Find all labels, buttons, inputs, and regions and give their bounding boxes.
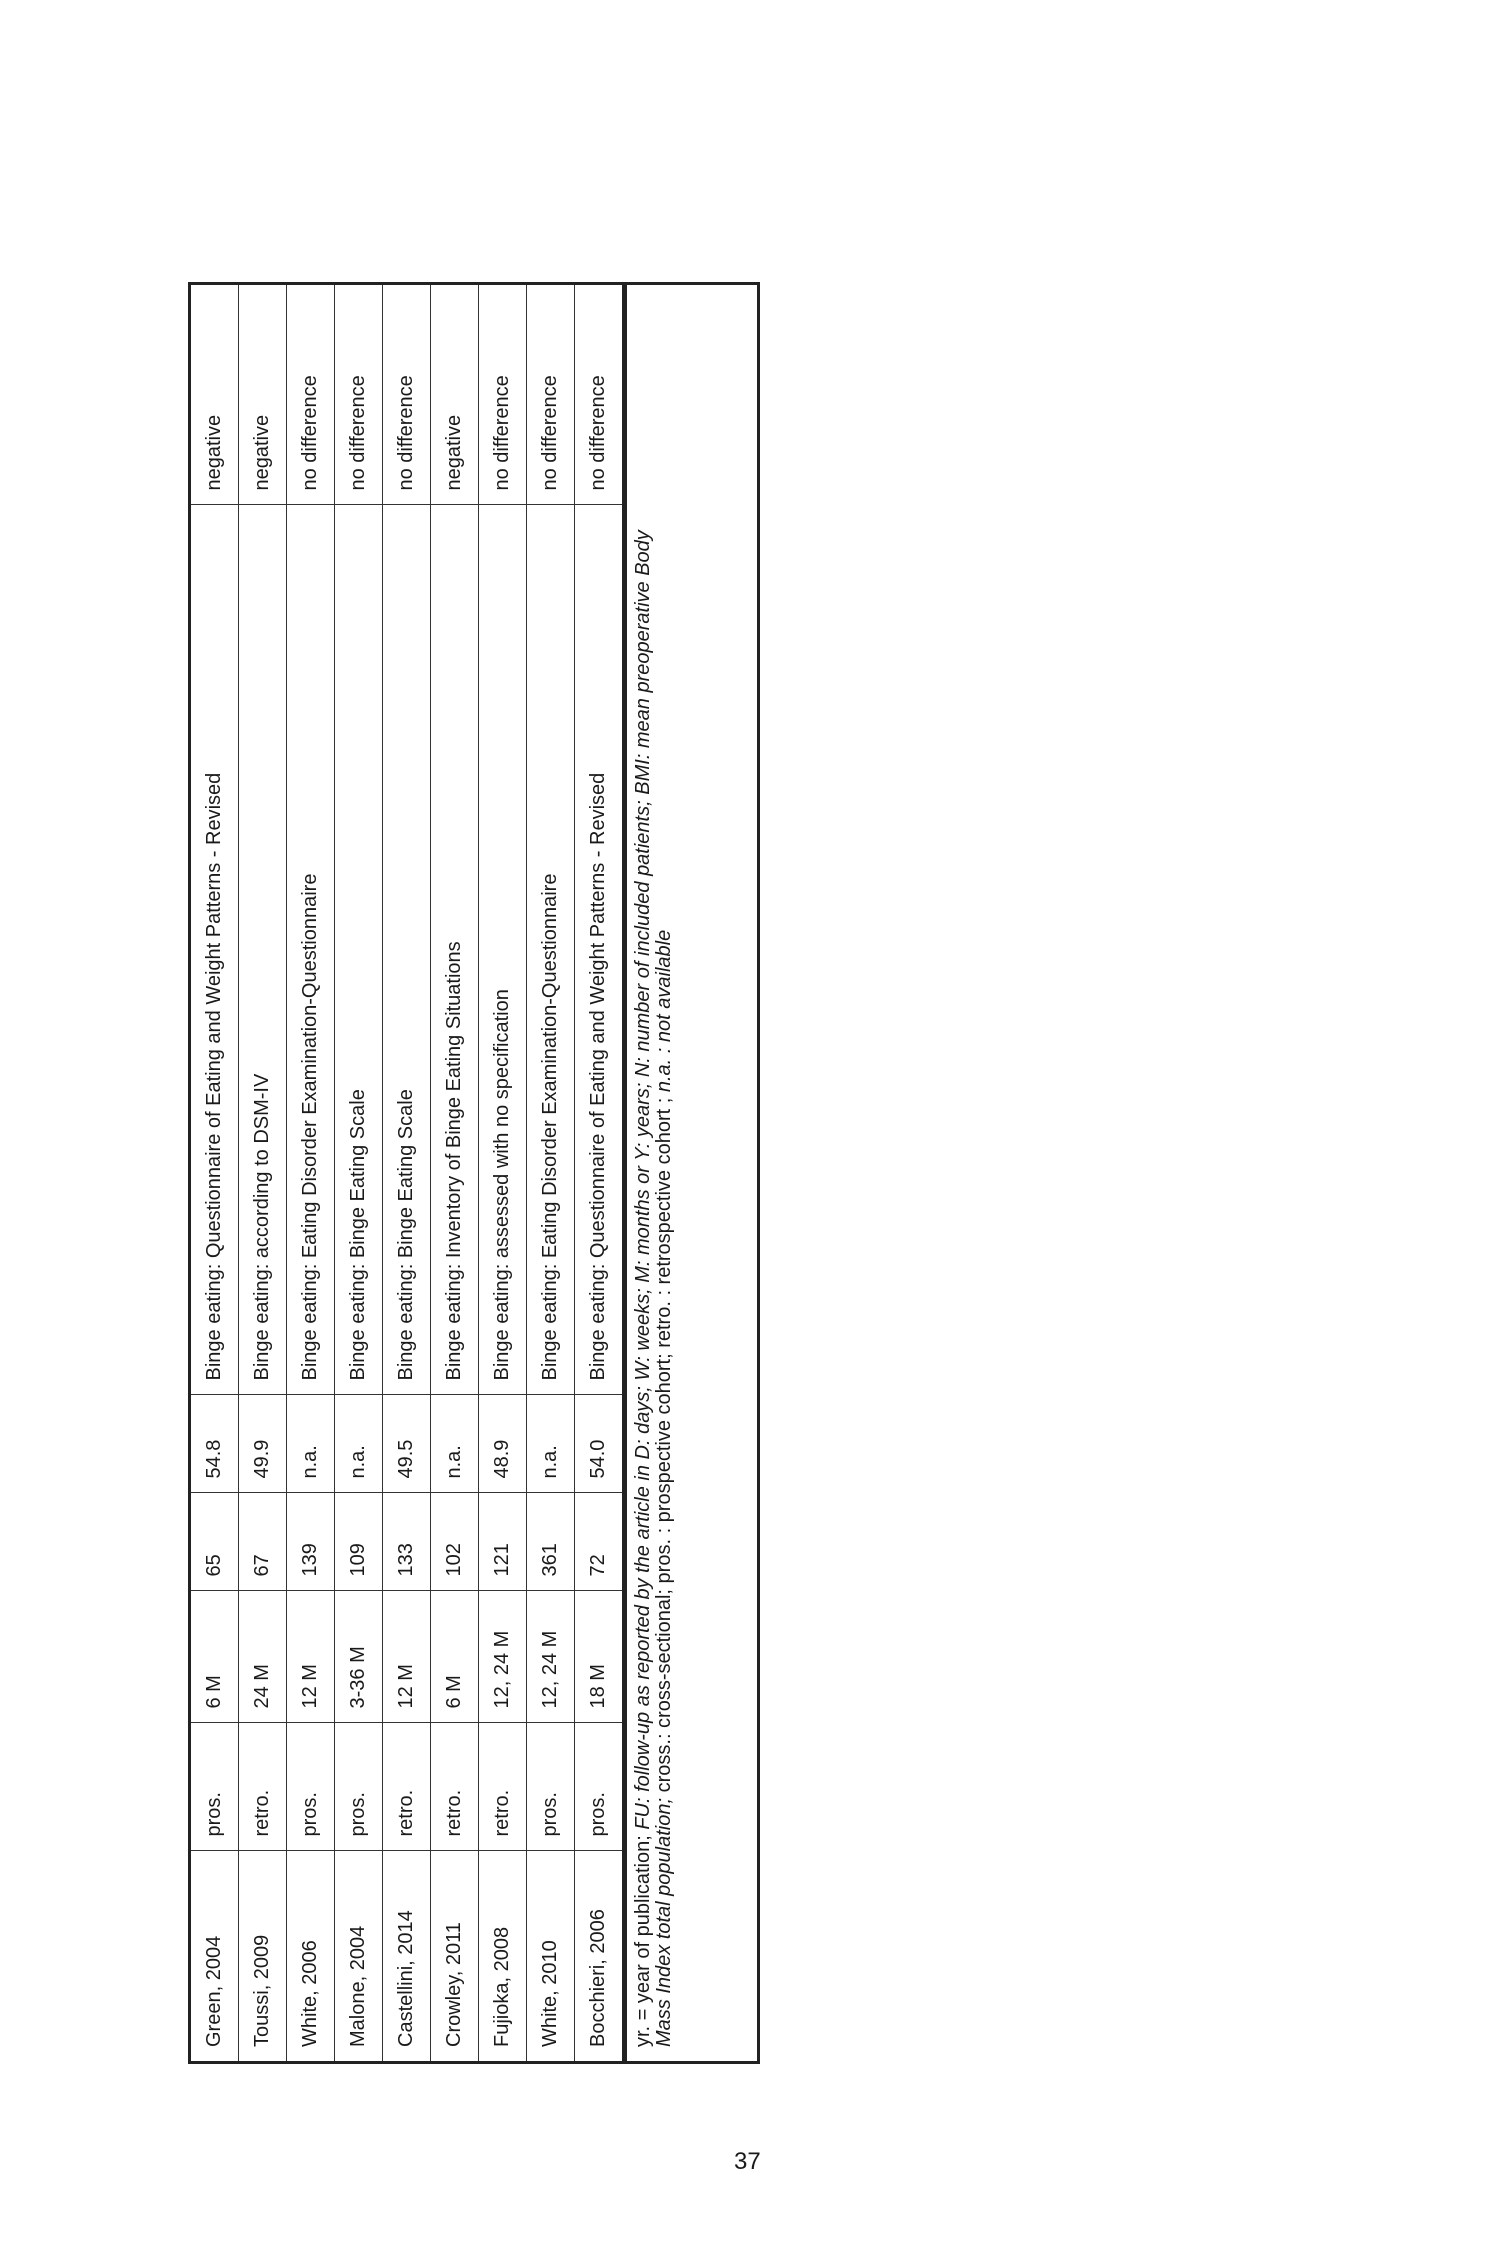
cell-fu: 12, 24 M [527,1591,575,1723]
cell-n: 102 [431,1493,479,1591]
studies-table-box [188,282,760,2064]
table-footnote [627,477,675,2061]
cell-fu: 24 M [239,1591,287,1723]
footnote-abbrev-italic: FU: follow-up as reported by the article in D: days; W: weeks; M: months or Y: years; N: number of included patients; BMI: mean preoperative Body Mass Index total population; [632,530,675,2047]
cell-study: Malone, 2004 [335,1851,383,2061]
cell-measure: Binge eating: Binge Eating Scale [383,505,431,1395]
cell-design: pros. [287,1723,335,1851]
cell-bmi: 54.8 [191,1395,239,1493]
cell-study: Crowley, 2011 [431,1851,479,2061]
cell-bmi: n.a. [287,1395,335,1493]
cell-fu: 12 M [383,1591,431,1723]
studies-table [191,285,622,2061]
cell-design: pros. [335,1723,383,1851]
cell-measure: Binge eating: Eating Disorder Examination-Questionnaire [527,505,575,1395]
cell-result: no difference [479,285,527,505]
cell-fu: 3-36 M [335,1591,383,1723]
cell-fu: 12, 24 M [479,1591,527,1723]
cell-fu: 18 M [575,1591,623,1723]
cell-study: Fujioka, 2008 [479,1851,527,2061]
table-row [527,285,575,2061]
cell-study: Bocchieri, 2006 [575,1851,623,2061]
cell-design: retro. [383,1723,431,1851]
cell-n: 133 [383,1493,431,1591]
table-body [191,285,622,2061]
cell-design: pros. [527,1723,575,1851]
cell-bmi: n.a. [335,1395,383,1493]
cell-result: no difference [287,285,335,505]
table-row [335,285,383,2061]
cell-n: 109 [335,1493,383,1591]
cell-n: 361 [527,1493,575,1591]
cell-measure: Binge eating: according to DSM-IV [239,505,287,1395]
footnote-abbrev-designs: cross.: cross-sectional; pros. : prospective cohort; retro. : retrospective cohort ; [653,1092,675,1798]
cell-result: negative [191,285,239,505]
cell-result: no difference [383,285,431,505]
cell-fu: 6 M [431,1591,479,1723]
cell-n: 72 [575,1493,623,1591]
cell-study: Castellini, 2014 [383,1851,431,2061]
page-number: 37 [734,2148,761,2175]
cell-n: 139 [287,1493,335,1591]
rotated-page-content [188,282,760,2064]
cell-fu: 6 M [191,1591,239,1723]
cell-bmi: 49.5 [383,1395,431,1493]
table-row [575,285,623,2061]
cell-design: pros. [575,1723,623,1851]
cell-bmi: 49.9 [239,1395,287,1493]
table-row [287,285,335,2061]
cell-measure: Binge eating: Questionnaire of Eating and Weight Patterns - Revised [575,505,623,1395]
cell-n: 67 [239,1493,287,1591]
cell-bmi: 54.0 [575,1395,623,1493]
cell-measure: Binge eating: assessed with no specification [479,505,527,1395]
cell-measure: Binge eating: Binge Eating Scale [335,505,383,1395]
table-row [431,285,479,2061]
cell-design: retro. [239,1723,287,1851]
cell-measure: Binge eating: Inventory of Binge Eating Situations [431,505,479,1395]
cell-fu: 12 M [287,1591,335,1723]
cell-study: White, 2006 [287,1851,335,2061]
cell-bmi: n.a. [431,1395,479,1493]
cell-study: White, 2010 [527,1851,575,2061]
footnote-abbrev-na: n.a. : not available [653,929,675,1093]
footnote-abbrev-year: yr. = year of publication; [632,1829,654,2047]
cell-bmi: n.a. [527,1395,575,1493]
cell-design: retro. [479,1723,527,1851]
cell-measure: Binge eating: Eating Disorder Examination-Questionnaire [287,505,335,1395]
cell-result: negative [431,285,479,505]
cell-design: pros. [191,1723,239,1851]
cell-n: 121 [479,1493,527,1591]
table-row [479,285,527,2061]
cell-result: no difference [527,285,575,505]
table-row [239,285,287,2061]
cell-n: 65 [191,1493,239,1591]
cell-result: no difference [335,285,383,505]
table-row [191,285,239,2061]
cell-bmi: 48.9 [479,1395,527,1493]
cell-design: retro. [431,1723,479,1851]
cell-study: Green, 2004 [203,1935,225,2047]
cell-measure: Binge eating: Questionnaire of Eating and Weight Patterns - Revised [191,505,239,1395]
cell-study: Toussi, 2009 [239,1851,287,2061]
cell-result: negative [239,285,287,505]
cell-result: no difference [575,285,623,505]
table-row [383,285,431,2061]
